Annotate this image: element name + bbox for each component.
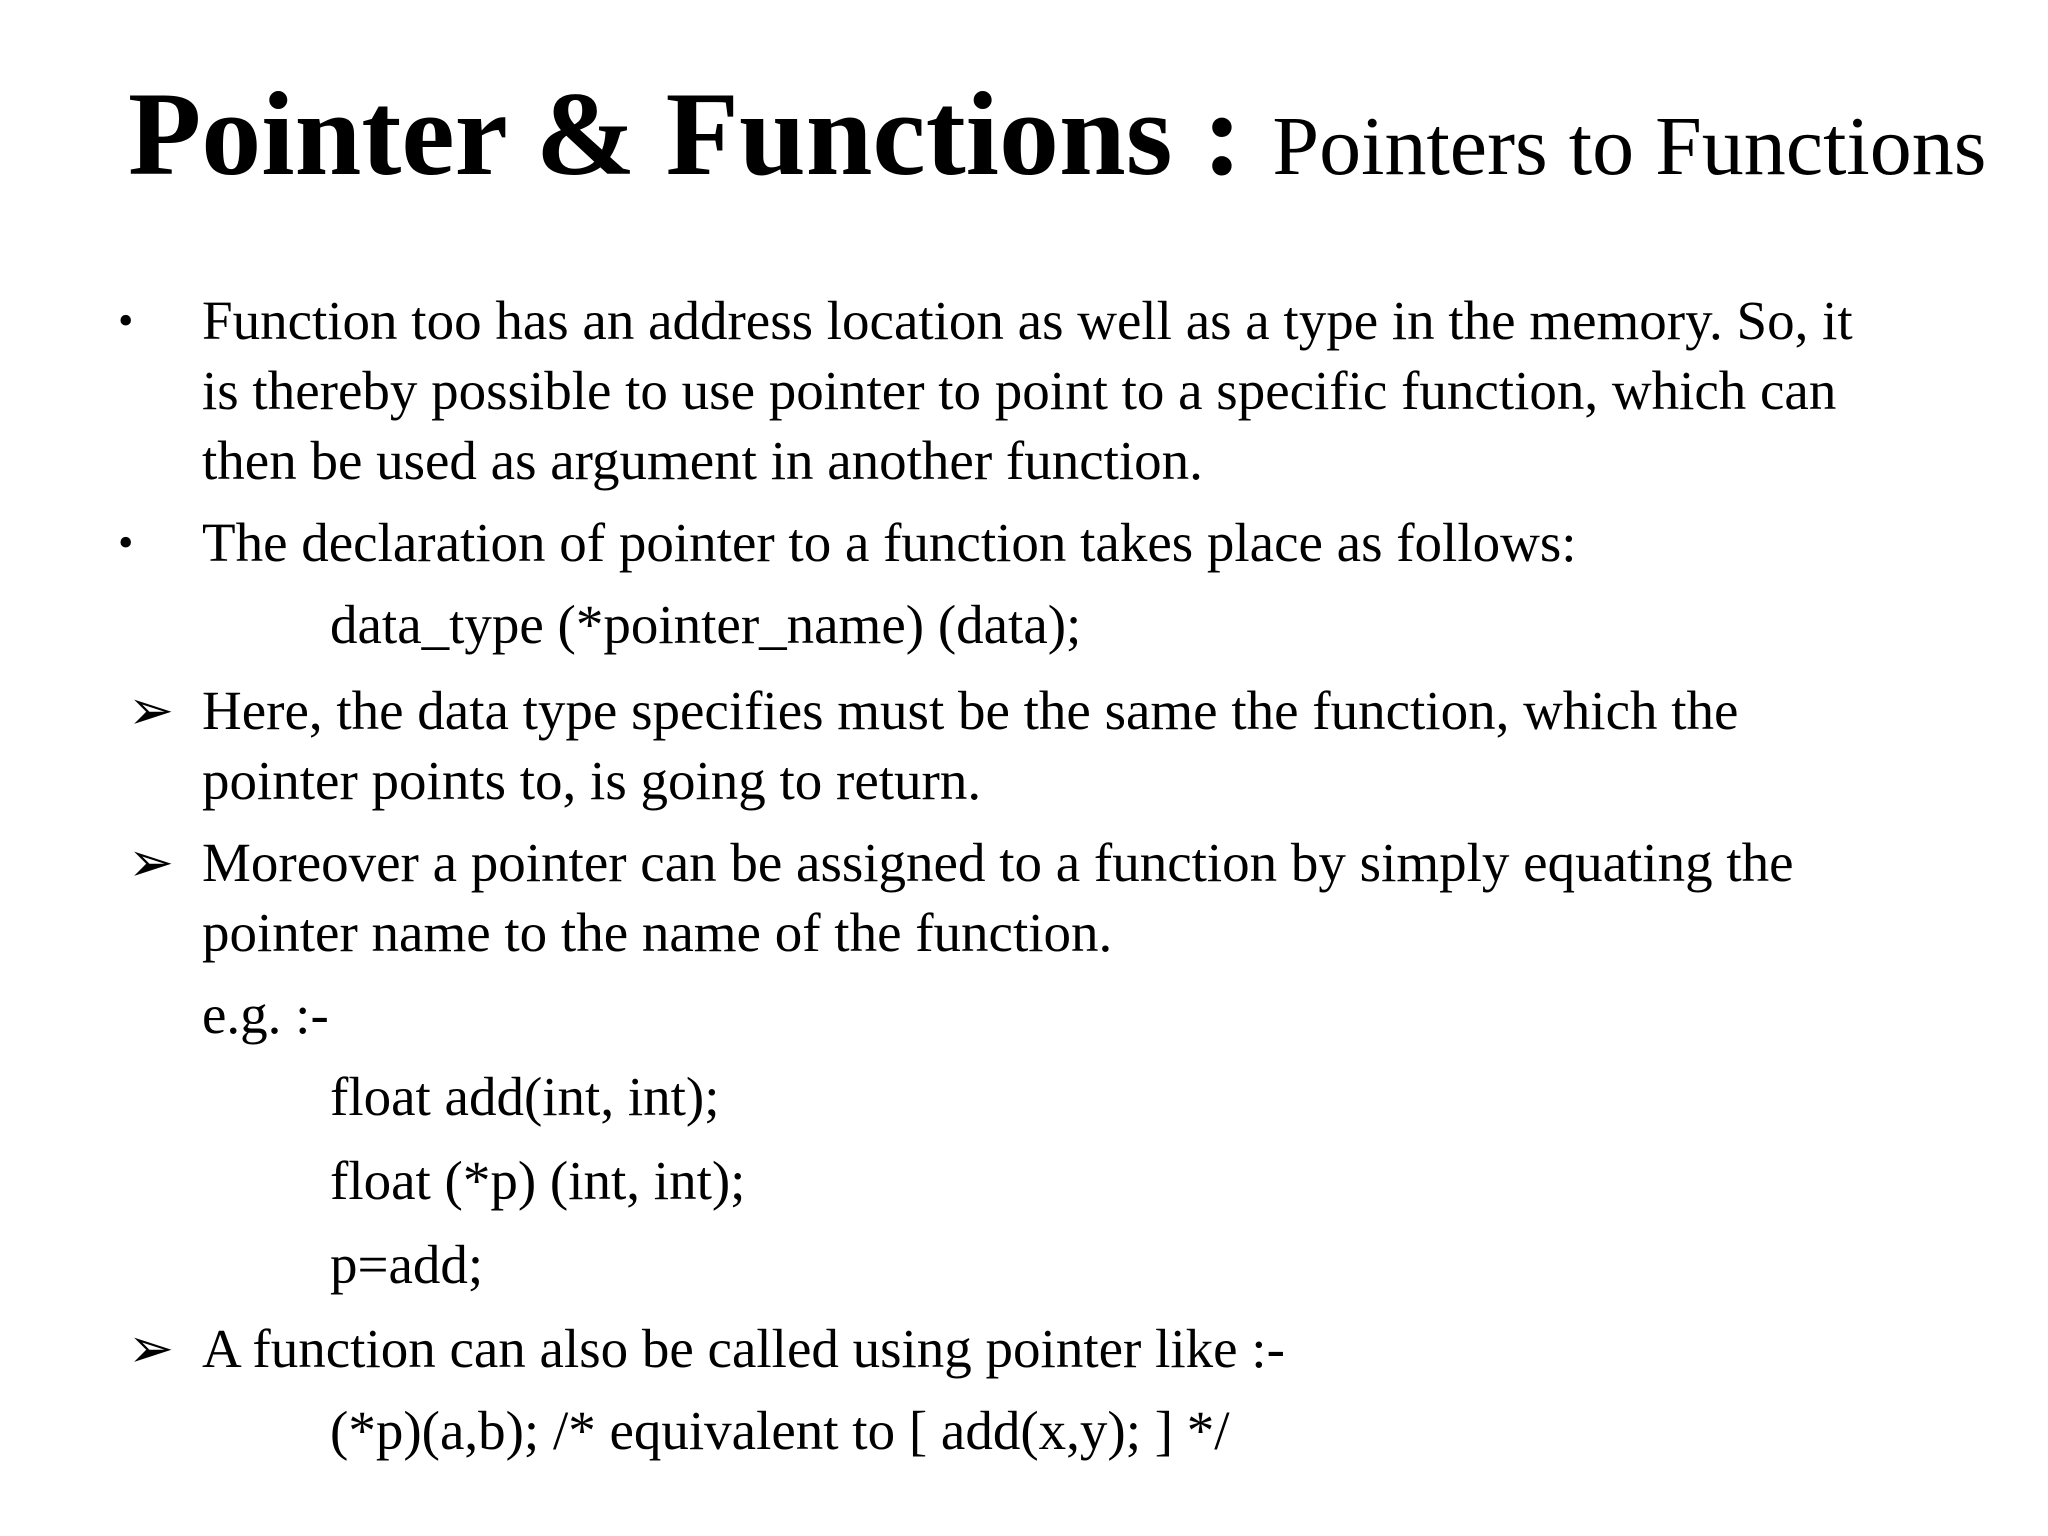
bullet-1-line-2: is thereby possible to use pointer to point to a specific function, which can <box>202 360 1837 421</box>
example-code-line-1: float add(int, int); <box>330 1066 720 1127</box>
example-code-line-3: p=add; <box>330 1234 484 1295</box>
arrow-2-line-1: Moreover a pointer can be assigned to a function by simply equating the <box>202 832 1794 893</box>
arrow-1-line-2: pointer points to, is going to return. <box>202 750 982 811</box>
bullet-dot-icon: • <box>118 518 134 567</box>
arrow-1-line-1: Here, the data type specifies must be the same the function, which the <box>202 680 1739 741</box>
arrow-bullet-icon: ➢ <box>128 1318 175 1379</box>
bullet-2-line-1: The declaration of pointer to a function takes place as follows: <box>202 512 1577 573</box>
slide-title <box>128 67 1987 200</box>
declaration-code: data_type (*pointer_name) (data); <box>330 594 1082 655</box>
call-code: (*p)(a,b); /* equivalent to [ add(x,y); ] */ <box>330 1400 1230 1461</box>
arrow-bullet-icon: ➢ <box>128 832 175 893</box>
arrow-3-line-1: A function can also be called using pointer like :- <box>202 1318 1285 1379</box>
arrow-bullet-icon: ➢ <box>128 680 175 741</box>
title-subtitle: Pointers to Functions <box>1272 100 1987 193</box>
bullet-1-line-3: then be used as argument in another function. <box>202 430 1203 491</box>
arrow-2-line-2: pointer name to the name of the function. <box>202 902 1113 963</box>
example-label: e.g. :- <box>202 984 329 1045</box>
bullet-dot-icon: • <box>118 296 134 345</box>
bullet-1-line-1: Function too has an address location as well as a type in the memory. So, it <box>202 290 1853 351</box>
title-main: Pointer & Functions : <box>128 67 1273 200</box>
example-code-line-2: float (*p) (int, int); <box>330 1150 746 1211</box>
